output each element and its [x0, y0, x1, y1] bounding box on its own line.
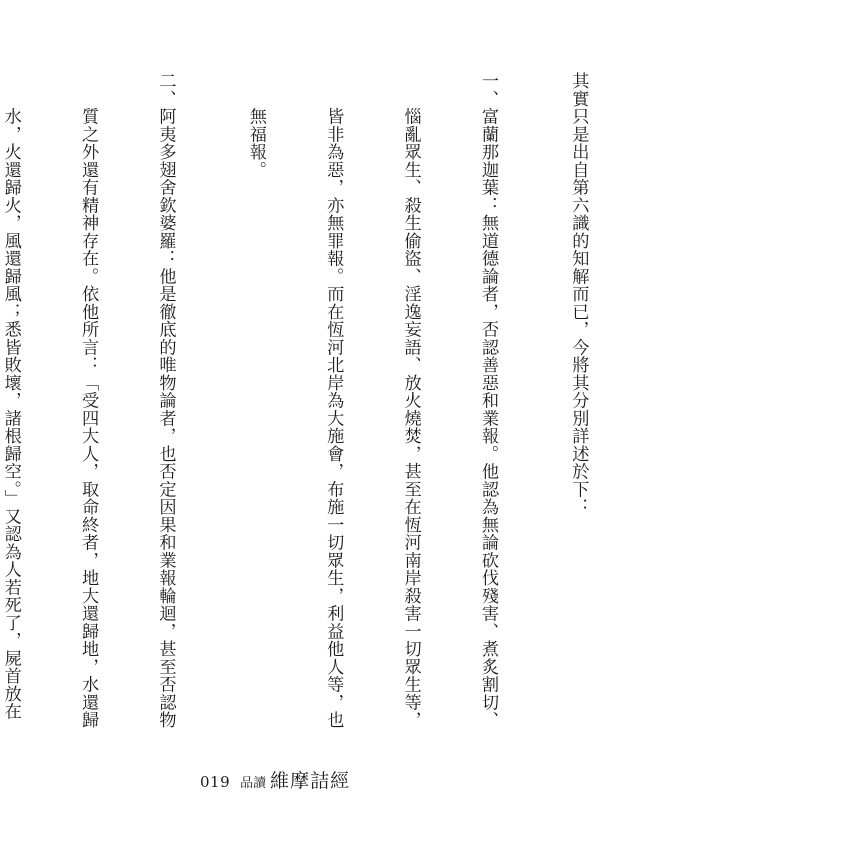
vertical-text-body	[0, 72, 642, 740]
page-number: 019	[200, 773, 231, 791]
item-1-line-3: 皆非為惡，亦無罪報。而在恆河北岸為大施會，布施一切眾生，利益他人等，也	[323, 72, 344, 729]
book-title: 維摩詰經	[270, 770, 351, 792]
item-2-line-2: 質之外還有精神存在。依他所言：「受四大人，取命終者，地大還歸地，水還歸	[78, 72, 99, 729]
page-footer	[200, 766, 350, 793]
item-2-line-1: 二、阿夷多翅舍欽婆羅：他是徹底的唯物論者，也否定因果和業報輪迴，甚至否認物	[155, 72, 176, 729]
series-label: 品讀	[240, 776, 267, 791]
item-1-line-4: 無福報。	[245, 72, 266, 179]
item-2-line-3: 水，火還歸火，風還歸風；悉皆敗壞，諸根歸空。」又認為人若死了，屍首放在	[0, 72, 21, 721]
item-1-line-2: 惱亂眾生、殺生偷盜、淫逸妄語、放火燒焚，甚至在恆河南岸殺害一切眾生等，	[400, 72, 421, 729]
item-1-line-1: 一、富蘭那迦葉：無道德論者，否認善惡和業報。他認為無論砍伐殘害、煮炙割切、	[478, 72, 499, 729]
intro-line: 其實只是出自第六識的知解而已，今將其分別詳述於下：	[568, 72, 589, 516]
